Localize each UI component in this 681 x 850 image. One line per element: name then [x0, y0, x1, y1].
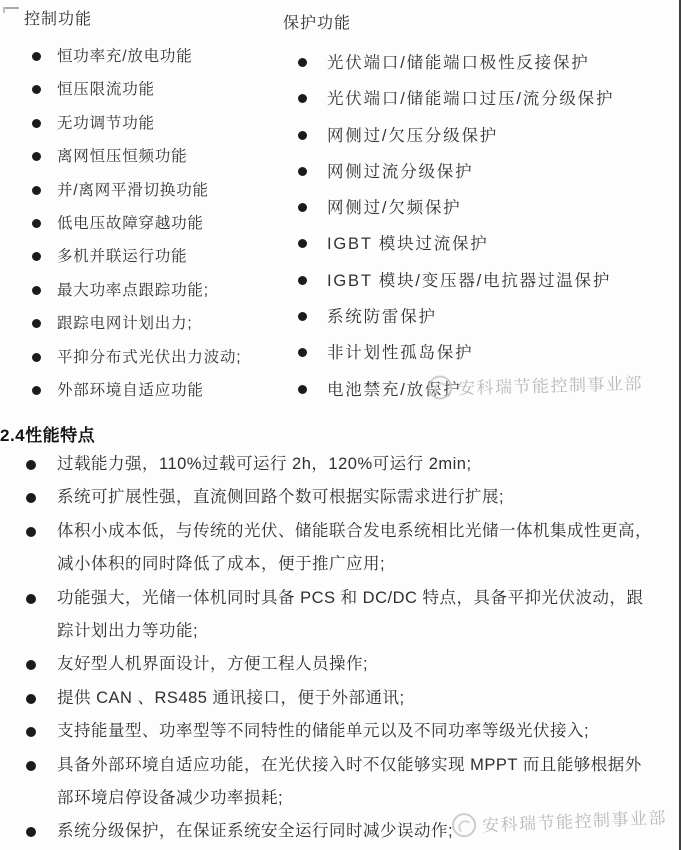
- bullet-icon: [26, 727, 36, 737]
- list-item-label: 系统分级保护，在保证系统安全运行同时减少误动作;: [57, 822, 454, 841]
- list-item: [283, 263, 681, 299]
- bullet-icon: [298, 203, 307, 212]
- list-item: [24, 107, 286, 140]
- list-item-label: 过载能力强，110%过载可运行 2h，120%可运行 2min;: [57, 455, 472, 473]
- list-item-label: 体积小成本低，与传统的光伏、储能联合发电系统相比光储一体机集成性更高，减小体积的同时降低了成本，便于推广应用;: [57, 521, 652, 574]
- list-item-label: 功能强大，光储一体机同时具备 PCS 和 DC/DC 特点，具备平抑光伏波动，跟踪计划出力等功能;: [57, 588, 644, 641]
- bullet-icon: [298, 276, 307, 285]
- corner-mark: [3, 7, 19, 9]
- list-item-label: 最大功率点跟踪功能;: [57, 281, 209, 299]
- list-item: [0, 648, 681, 681]
- list-item: [24, 174, 286, 207]
- bullet-icon: [26, 594, 36, 604]
- list-item: [283, 372, 681, 408]
- watermark-text: 安科瑞节能控制事业部: [481, 808, 668, 836]
- list-item: [24, 374, 286, 407]
- list-item: [24, 240, 286, 273]
- list-item: [0, 815, 681, 848]
- list-item-label: 支持能量型、功率型等不同特性的储能单元以及不同功率等级光伏接入;: [57, 722, 590, 741]
- list-item-label: 电池禁充/放保护: [327, 380, 462, 399]
- list-item: [24, 140, 286, 173]
- bullet-icon: [32, 52, 41, 61]
- protection-functions-title: 保护功能: [283, 15, 352, 32]
- bullet-icon: [298, 167, 307, 176]
- list-item: [283, 335, 681, 371]
- list-item-label: 具备外部环境自适应功能，在光伏接入时不仅能够实现 MPPT 而且能够根据外部环境启停设备减少功率损耗;: [57, 755, 642, 808]
- list-item: [24, 40, 286, 73]
- list-item-label: 并/离网平滑切换功能: [57, 181, 209, 199]
- list-item-label: 网侧过流分级保护: [327, 162, 474, 181]
- list-item-label: 多机并联运行功能: [57, 248, 188, 266]
- list-item: [283, 45, 681, 81]
- bullet-icon: [298, 239, 307, 248]
- list-item-label: IGBT 模块过流保护: [327, 235, 489, 254]
- list-item-label: 网侧过/欠频保护: [327, 199, 462, 218]
- list-item: [0, 481, 681, 514]
- list-item: [24, 73, 286, 106]
- list-item: [0, 682, 681, 715]
- list-item-label: 外部环境自适应功能: [57, 381, 204, 399]
- bullet-icon: [32, 252, 41, 261]
- list-item-label: 无功调节功能: [57, 114, 155, 132]
- list-item: [283, 118, 681, 154]
- bullet-icon: [26, 493, 36, 503]
- list-item-label: 离网恒压恒频功能: [57, 148, 188, 166]
- list-item: [24, 341, 286, 374]
- bullet-icon: [32, 319, 41, 328]
- list-item-label: 网侧过/欠压分级保护: [327, 126, 499, 145]
- list-item: [283, 81, 681, 117]
- bullet-icon: [26, 827, 36, 837]
- bullet-icon: [32, 186, 41, 195]
- bullet-icon: [32, 85, 41, 94]
- list-item-label: 恒压限流功能: [57, 81, 155, 99]
- list-item-label: 提供 CAN 、RS485 通讯接口，便于外部通讯;: [57, 688, 405, 707]
- list-item: [24, 274, 286, 307]
- bullet-icon: [32, 219, 41, 228]
- control-functions-title: 控制功能: [24, 11, 93, 28]
- list-item: [0, 582, 681, 649]
- list-item: [0, 715, 681, 748]
- bullet-icon: [26, 527, 36, 537]
- bullet-icon: [32, 119, 41, 128]
- list-item-label: 系统可扩展性强，直流侧回路个数可根据实际需求进行扩展;: [57, 488, 505, 507]
- bullet-icon: [26, 460, 36, 470]
- list-item-label: 低电压故障穿越功能: [57, 214, 204, 232]
- control-functions-section: [24, 9, 286, 407]
- bullet-icon: [26, 761, 36, 771]
- list-item-label: 系统防雷保护: [327, 308, 437, 327]
- bullet-icon: [32, 152, 41, 161]
- features-list: [0, 448, 681, 849]
- bullet-icon: [32, 286, 41, 295]
- watermark-text: 安科瑞节能控制事业部: [457, 374, 644, 399]
- list-item-label: 光伏端口/储能端口极性反接保护: [327, 54, 590, 72]
- features-section-title: 2.4性能特点: [0, 426, 96, 445]
- bullet-icon: [298, 58, 307, 67]
- bullet-icon: [298, 131, 307, 140]
- bullet-icon: [32, 386, 41, 395]
- list-item: [24, 207, 286, 240]
- list-item: [283, 299, 681, 335]
- list-item: [283, 190, 681, 226]
- bullet-icon: [32, 353, 41, 362]
- list-item: [0, 749, 681, 816]
- control-functions-list: [24, 40, 286, 407]
- features-section: [0, 424, 681, 849]
- list-item-label: 平抑分布式光伏出力波动;: [57, 348, 242, 366]
- bullet-icon: [298, 94, 307, 103]
- list-item: [24, 307, 286, 340]
- list-item: [283, 226, 681, 262]
- list-item-label: 光伏端口/储能端口过压/流分级保护: [327, 90, 615, 109]
- protection-functions-list: [283, 45, 681, 408]
- list-item-label: 友好型人机界面设计，方便工程人员操作;: [57, 655, 369, 674]
- bullet-icon: [26, 660, 36, 670]
- list-item-label: IGBT 模块/变压器/电抗器过温保护: [327, 271, 612, 290]
- bullet-icon: [26, 694, 36, 704]
- list-item-label: 非计划性孤岛保护: [327, 344, 474, 363]
- list-item: [0, 515, 681, 582]
- protection-functions-section: [283, 13, 681, 408]
- list-item: [0, 448, 681, 481]
- bullet-icon: [298, 348, 307, 357]
- list-item: [283, 154, 681, 190]
- list-item-label: 跟踪电网计划出力;: [57, 315, 193, 333]
- bullet-icon: [298, 385, 307, 394]
- bullet-icon: [298, 312, 307, 321]
- list-item-label: 恒功率充/放电功能: [57, 48, 193, 65]
